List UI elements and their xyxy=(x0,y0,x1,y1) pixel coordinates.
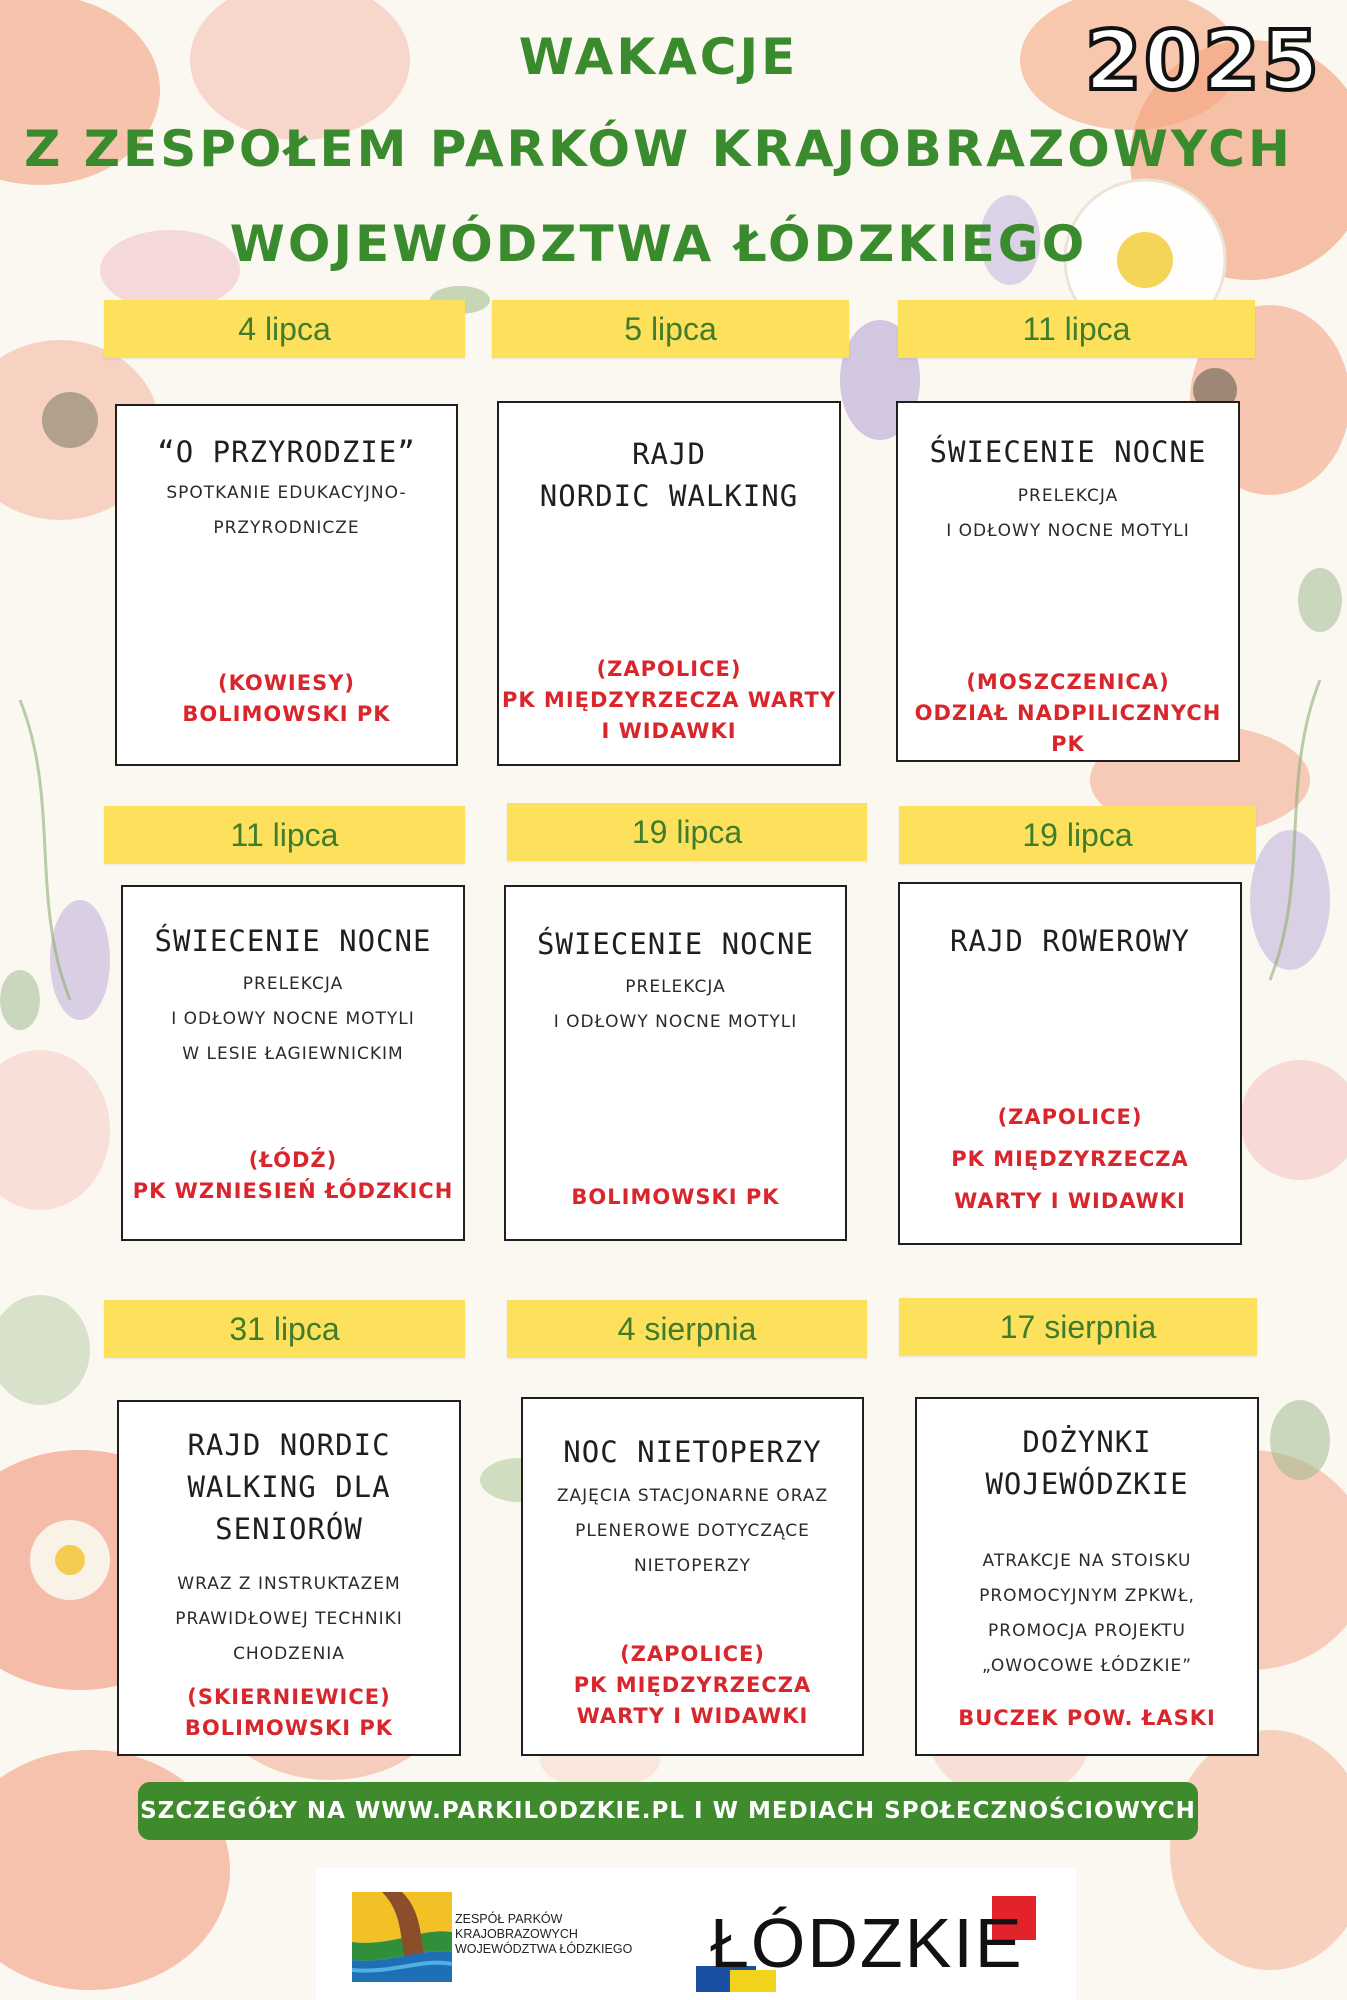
event-location: (MOSZCZENICA) ODZIAŁ NADPILICZNYCH PK xyxy=(914,670,1222,756)
event-date: 31 lipca xyxy=(104,1300,465,1358)
event-date: 4 sierpnia xyxy=(507,1300,867,1358)
event-name: NOC NIETOPERZY xyxy=(563,1435,822,1469)
event-description: SPOTKANIE EDUKACYJNO- PRZYRODNICZE xyxy=(166,483,407,538)
event-card xyxy=(898,882,1242,1245)
event-date: 17 sierpnia xyxy=(899,1298,1257,1356)
event-card xyxy=(896,401,1240,762)
event-location: (ZAPOLICE) PK MIĘDZYRZECZA WARTY I WIDAWKI xyxy=(951,1105,1189,1213)
event-name: ŚWIECENIE NOCNE xyxy=(929,435,1207,469)
event-description: PRELEKCJA I ODŁOWY NOCNE MOTYLI xyxy=(946,486,1190,541)
event-location: (ZAPOLICE) PK MIĘDZYRZECZA WARTY I WIDAWKI xyxy=(501,657,837,743)
event-description: PRELEKCJA I ODŁOWY NOCNE MOTYLI W LESIE ŁAGIEWNICKIM xyxy=(171,974,415,1064)
event-description: ZAJĘCIA STACJONARNE ORAZ PLENEROWE DOTYCZĄCE NIETOPERZY xyxy=(556,1486,829,1576)
event-card xyxy=(121,885,465,1241)
event-date: 11 lipca xyxy=(898,300,1255,358)
details-banner: SZCZEGÓŁY NA WWW.PARKILODZKIE.PL I W MEDIACH SPOŁECZNOŚCIOWYCH xyxy=(138,1782,1198,1840)
zpk-logo xyxy=(352,1892,452,1982)
event-name: RAJD NORDIC WALKING DLA SENIORÓW xyxy=(187,1428,391,1546)
event-date: 19 lipca xyxy=(899,806,1256,864)
event-name: RAJD NORDIC WALKING xyxy=(539,437,799,513)
event-date: 5 lipca xyxy=(492,300,849,358)
event-date: 11 lipca xyxy=(104,806,465,864)
event-location: BUCZEK POW. ŁASKI xyxy=(958,1706,1216,1730)
event-description: WRAZ Z INSTRUKTAZEM PRAWIDŁOWEJ TECHNIKI CHODZENIA xyxy=(175,1574,403,1664)
event-location: (ŁÓDŹ) PK WZNIESIEŃ ŁÓDZKICH xyxy=(132,1148,454,1203)
title-line-1: WAKACJE xyxy=(518,28,799,86)
event-card xyxy=(915,1397,1259,1756)
event-location: BOLIMOWSKI PK xyxy=(571,1185,780,1209)
event-name: “O PRZYRODZIE” xyxy=(157,435,416,469)
event-description: ATRAKCJE NA STOISKU PROMOCYJNYM ZPKWŁ, PROMOCJA PROJEKTU „OWOCOWE ŁÓDZKIE” xyxy=(979,1551,1195,1676)
event-card xyxy=(115,404,458,766)
event-name: ŚWIECENIE NOCNE xyxy=(537,927,814,961)
zpk-logo-text: ZESPÓŁ PARKÓW KRAJOBRAZOWYCH WOJEWÓDZTWA ŁÓDZKIEGO xyxy=(455,1912,633,1956)
event-description: PRELEKCJA I ODŁOWY NOCNE MOTYLI xyxy=(553,977,798,1032)
event-name: DOŻYNKI WOJEWÓDZKIE xyxy=(985,1425,1189,1501)
event-location: (SKIERNIEWICE) BOLIMOWSKI PK xyxy=(184,1685,394,1740)
title-line-3: WOJEWÓDZTWA ŁÓDZKIEGO xyxy=(229,215,1088,273)
event-card xyxy=(497,401,841,766)
event-name: RAJD ROWEROWY xyxy=(950,924,1190,958)
event-location: (ZAPOLICE) PK MIĘDZYRZECZA WARTY I WIDAWKI xyxy=(573,1642,812,1728)
lodzkie-logo-text: ŁÓDZKIE xyxy=(710,1904,1024,1982)
event-card xyxy=(117,1400,461,1756)
event-card xyxy=(504,885,847,1241)
event-name: ŚWIECENIE NOCNE xyxy=(154,924,432,958)
event-location: (KOWIESY) BOLIMOWSKI PK xyxy=(182,671,391,726)
event-date: 4 lipca xyxy=(104,300,465,358)
event-card xyxy=(521,1397,864,1756)
year-badge: 2025 xyxy=(1084,14,1321,109)
event-date: 19 lipca xyxy=(507,803,867,861)
logos-strip xyxy=(316,1868,1076,2000)
title-line-2: Z ZESPOŁEM PARKÓW KRAJOBRAZOWYCH xyxy=(24,120,1293,178)
